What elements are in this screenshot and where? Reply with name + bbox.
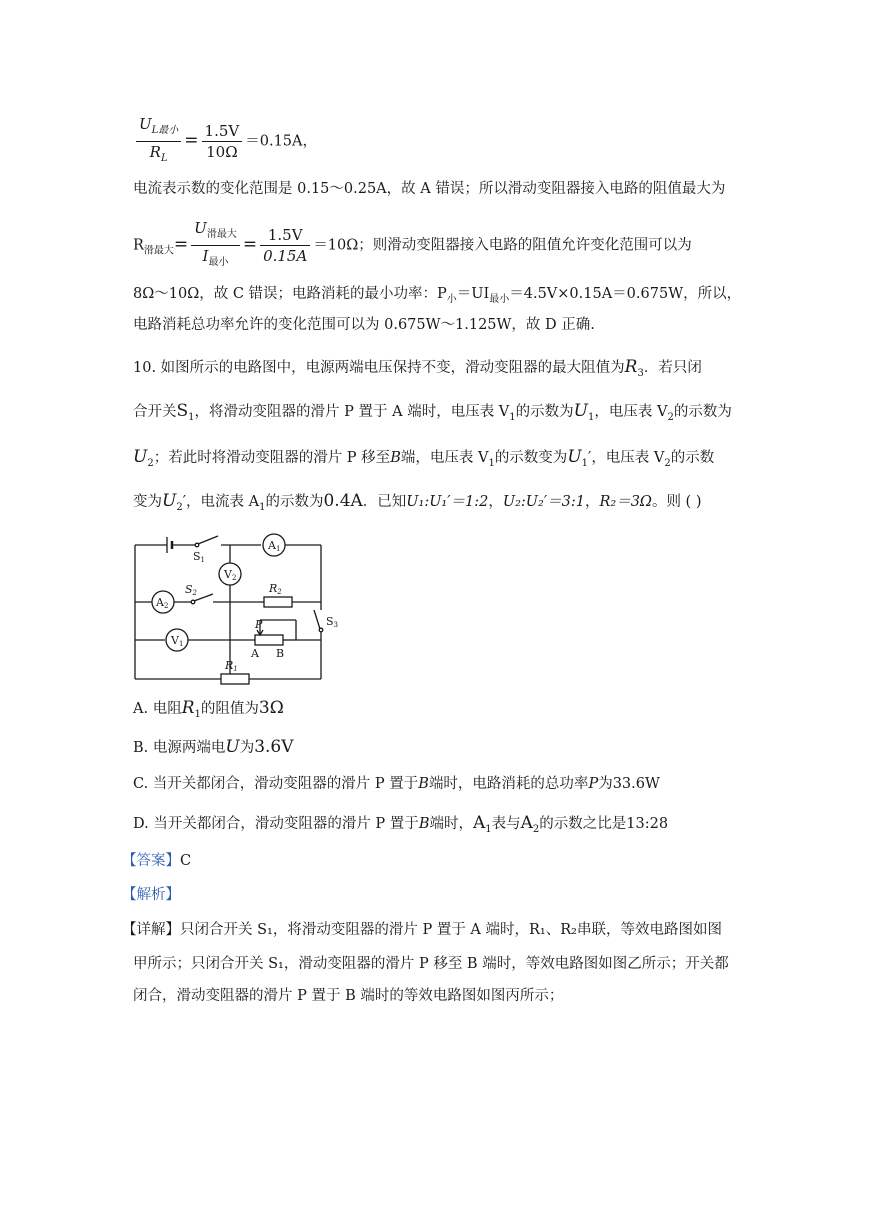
label-s3: S: [326, 615, 334, 628]
text: 的示数: [670, 450, 715, 466]
fraction-ul-rl: [136, 114, 181, 169]
text: ＝4.5V×0.15A＝0.675W，所以，: [509, 286, 742, 302]
var-b: B: [390, 450, 401, 466]
svg-text:V1: [170, 634, 183, 648]
paragraph-line: [133, 283, 741, 311]
detail-line: 甲所示；只闭合开关 S₁，滑动变阻器的滑片 P 移至 B 端时，等效电路图如图乙所示；开关都: [133, 956, 729, 972]
text: 的阻值为: [200, 701, 259, 717]
text: 为: [598, 776, 613, 792]
var-r: R: [149, 143, 161, 161]
sub-slide-max: 滑最大: [206, 229, 237, 240]
sub: 1: [485, 823, 492, 835]
ratio-u1: U₁:U₁′＝1:2: [406, 494, 489, 510]
analysis-line: [122, 884, 180, 906]
label-s1: S: [193, 550, 201, 563]
option-c: [133, 773, 660, 795]
denominator: 0.15A: [263, 247, 308, 265]
answer-value: C: [180, 853, 192, 869]
sub: 1: [188, 411, 195, 423]
answer-tag: 【答案】: [122, 853, 180, 869]
equals-sign: =: [173, 234, 189, 255]
value: 13:28: [626, 816, 669, 832]
var-a1: A: [472, 813, 486, 833]
text: 的示数变为: [494, 450, 568, 466]
label-r2: R: [269, 582, 278, 595]
result-text: ＝0.15A，: [245, 133, 317, 150]
label-v1: V: [171, 634, 179, 647]
sub: 2: [176, 501, 183, 513]
label-v2: V: [224, 568, 232, 581]
svg-text:S1: [193, 550, 205, 564]
label-sub: 2: [231, 574, 237, 582]
sub: 1: [259, 501, 266, 513]
fraction-values: [202, 121, 243, 162]
ratio-u2: U₂:U₂′＝3:1: [502, 494, 585, 510]
resistor-r1: [221, 674, 249, 684]
r2-value: R₂＝3Ω: [599, 494, 652, 510]
detail-line: 闭合，滑动变阻器的滑片 P 置于 B 端时的等效电路图如图丙所示；: [133, 988, 564, 1004]
sub: 1: [587, 411, 595, 423]
sub: 2: [532, 823, 540, 835]
label-end-b: B: [276, 647, 285, 660]
label-a1: A: [268, 539, 276, 552]
sub-l-min: L最小: [151, 125, 179, 136]
var-u1-prime: U: [567, 447, 582, 467]
paragraph-line: 电流表示数的变化范围是 0.15～0.25A，故 A 错误；所以滑动变阻器接入电路的阻值最大为: [133, 181, 726, 197]
text: 10. 如图所示的电路图中，电源两端电压保持不变，滑动变阻器的最大阻值为: [133, 360, 625, 376]
label-a2: A: [156, 596, 164, 609]
text: 变为: [133, 494, 162, 510]
var-b: B: [418, 776, 429, 792]
formula-current-min: [133, 114, 317, 169]
svg-text:S2: [185, 583, 198, 597]
var-u2: U: [133, 447, 148, 467]
label-r1: R: [225, 659, 234, 672]
text: 只闭合开关 S₁，将滑动变阻器的滑片 P 置于 A 端时，R₁、R₂串联，等效电路图如图: [180, 922, 722, 938]
detail-line: [122, 919, 722, 941]
paragraph-line: 电路消耗总功率允许的变化范围可以为 0.675W～1.125W，故 D 正确.: [133, 317, 595, 333]
rheostat-r3: [255, 635, 283, 645]
var-p: P: [588, 776, 599, 792]
sub: 2: [664, 457, 671, 469]
result-text: ＝10Ω；则滑动变阻器接入电路的阻值允许变化范围可以为: [313, 237, 692, 254]
prime: ′: [182, 494, 186, 510]
svg-text:A2: [155, 596, 168, 610]
sub-min: 最小: [489, 293, 510, 305]
text: A. 电阻: [133, 701, 182, 717]
var-r: R: [133, 237, 144, 254]
resistor-r2: [264, 597, 292, 607]
text: ，将滑动变阻器的滑片 P 置于 A 端时，电压表 V: [194, 404, 510, 420]
text: D. 当开关都闭合，滑动变阻器的滑片 P 置于: [133, 816, 419, 832]
text: ，: [584, 494, 600, 510]
var-r3: R: [624, 357, 638, 377]
var-a2: A: [520, 813, 533, 833]
sub: 1: [488, 457, 495, 469]
label-sub: 1: [233, 665, 238, 673]
label-sub: 2: [163, 602, 169, 610]
label-sub: 1: [178, 640, 184, 648]
text: 的示数为: [515, 404, 574, 420]
sub-small: 小: [446, 293, 457, 305]
sub: 1: [194, 708, 201, 720]
fraction-u-i: [191, 218, 240, 273]
option-d: [133, 812, 668, 841]
prime: ′: [588, 450, 592, 466]
text: ＝UI: [456, 286, 490, 302]
equals-sign: =: [184, 130, 199, 151]
analysis-tag: 【解析】: [122, 887, 180, 903]
text: B. 电源两端电: [133, 740, 226, 756]
label-sub: 1: [275, 545, 281, 553]
fraction-values: [260, 225, 310, 266]
question-line: [133, 446, 714, 475]
denominator: 10Ω: [206, 143, 238, 161]
label-sub: 2: [192, 589, 198, 597]
text: ．已知: [362, 494, 407, 510]
sub: 3: [637, 367, 644, 379]
text: ，: [488, 494, 503, 510]
text: ，电压表 V: [594, 404, 668, 420]
text: ，电压表 V: [591, 450, 665, 466]
var-u: U: [139, 115, 152, 133]
text: 端时，电路消耗的总功率: [428, 776, 589, 792]
circuit-diagram: [133, 530, 353, 685]
numerator: 1.5V: [202, 121, 243, 142]
var-u: U: [194, 219, 207, 237]
answer-line: [122, 850, 191, 872]
text: 端，电压表 V: [400, 450, 489, 466]
text: ．若只闭: [643, 360, 702, 376]
sub: 1: [581, 457, 589, 469]
svg-text:S3: [326, 615, 338, 629]
text: 的示数之比是: [539, 816, 627, 832]
text: 。则 ( ): [651, 494, 702, 510]
text: 表与: [491, 816, 521, 832]
question-line: [133, 400, 732, 429]
text: ；若此时将滑动变阻器的滑片 P 移至: [153, 450, 391, 466]
label-sub: 3: [333, 621, 339, 629]
text: 端时，: [429, 816, 473, 832]
svg-text:R2: [268, 582, 282, 596]
text: ，电流表 A: [186, 494, 260, 510]
label-sub: 2: [277, 588, 282, 596]
label-s2: S: [185, 583, 193, 596]
sub-min: 最小: [208, 257, 229, 268]
value: 33.6W: [612, 776, 660, 792]
label-sub: 1: [200, 556, 206, 564]
text: 的示数为: [673, 404, 732, 420]
sub-slide-max: 滑最大: [143, 245, 174, 257]
var-u: U: [225, 737, 240, 757]
svg-text:A1: [267, 539, 280, 553]
svg-text:R1: [224, 659, 238, 673]
sub: 2: [667, 411, 674, 423]
var-r1: R: [181, 698, 195, 718]
question-line: [133, 490, 702, 519]
sub-l: L: [160, 153, 168, 164]
option-b: [133, 736, 294, 759]
sub: 1: [509, 411, 516, 423]
equals-sign: =: [242, 234, 258, 255]
value: 3Ω: [258, 698, 284, 718]
svg-text:V2: [223, 568, 236, 582]
current-value: 0.4A: [323, 491, 363, 511]
text: C. 当开关都闭合，滑动变阻器的滑片 P 置于: [133, 776, 419, 792]
formula-r-max: [133, 218, 692, 273]
text: 8Ω～10Ω，故 C 错误；电路消耗的最小功率：P: [133, 286, 447, 302]
numerator: 1.5V: [260, 225, 310, 246]
var-i: I: [202, 247, 209, 265]
question-line: [133, 356, 702, 385]
var-s1: S: [176, 401, 189, 421]
var-u1: U: [573, 401, 588, 421]
label-p: P: [255, 618, 263, 631]
var-u2-prime: U: [162, 491, 177, 511]
value: 3.6V: [254, 737, 294, 757]
sub: 2: [147, 457, 154, 469]
label-end-a: A: [251, 647, 259, 660]
text: 为: [239, 740, 255, 756]
option-a: [133, 697, 284, 726]
detail-tag: 【详解】: [122, 922, 180, 938]
switch-s1-blade: [198, 536, 218, 544]
text: 合开关: [133, 404, 177, 420]
var-b: B: [418, 816, 430, 832]
text: 的示数为: [265, 494, 324, 510]
switch-s3-blade: [314, 610, 320, 629]
